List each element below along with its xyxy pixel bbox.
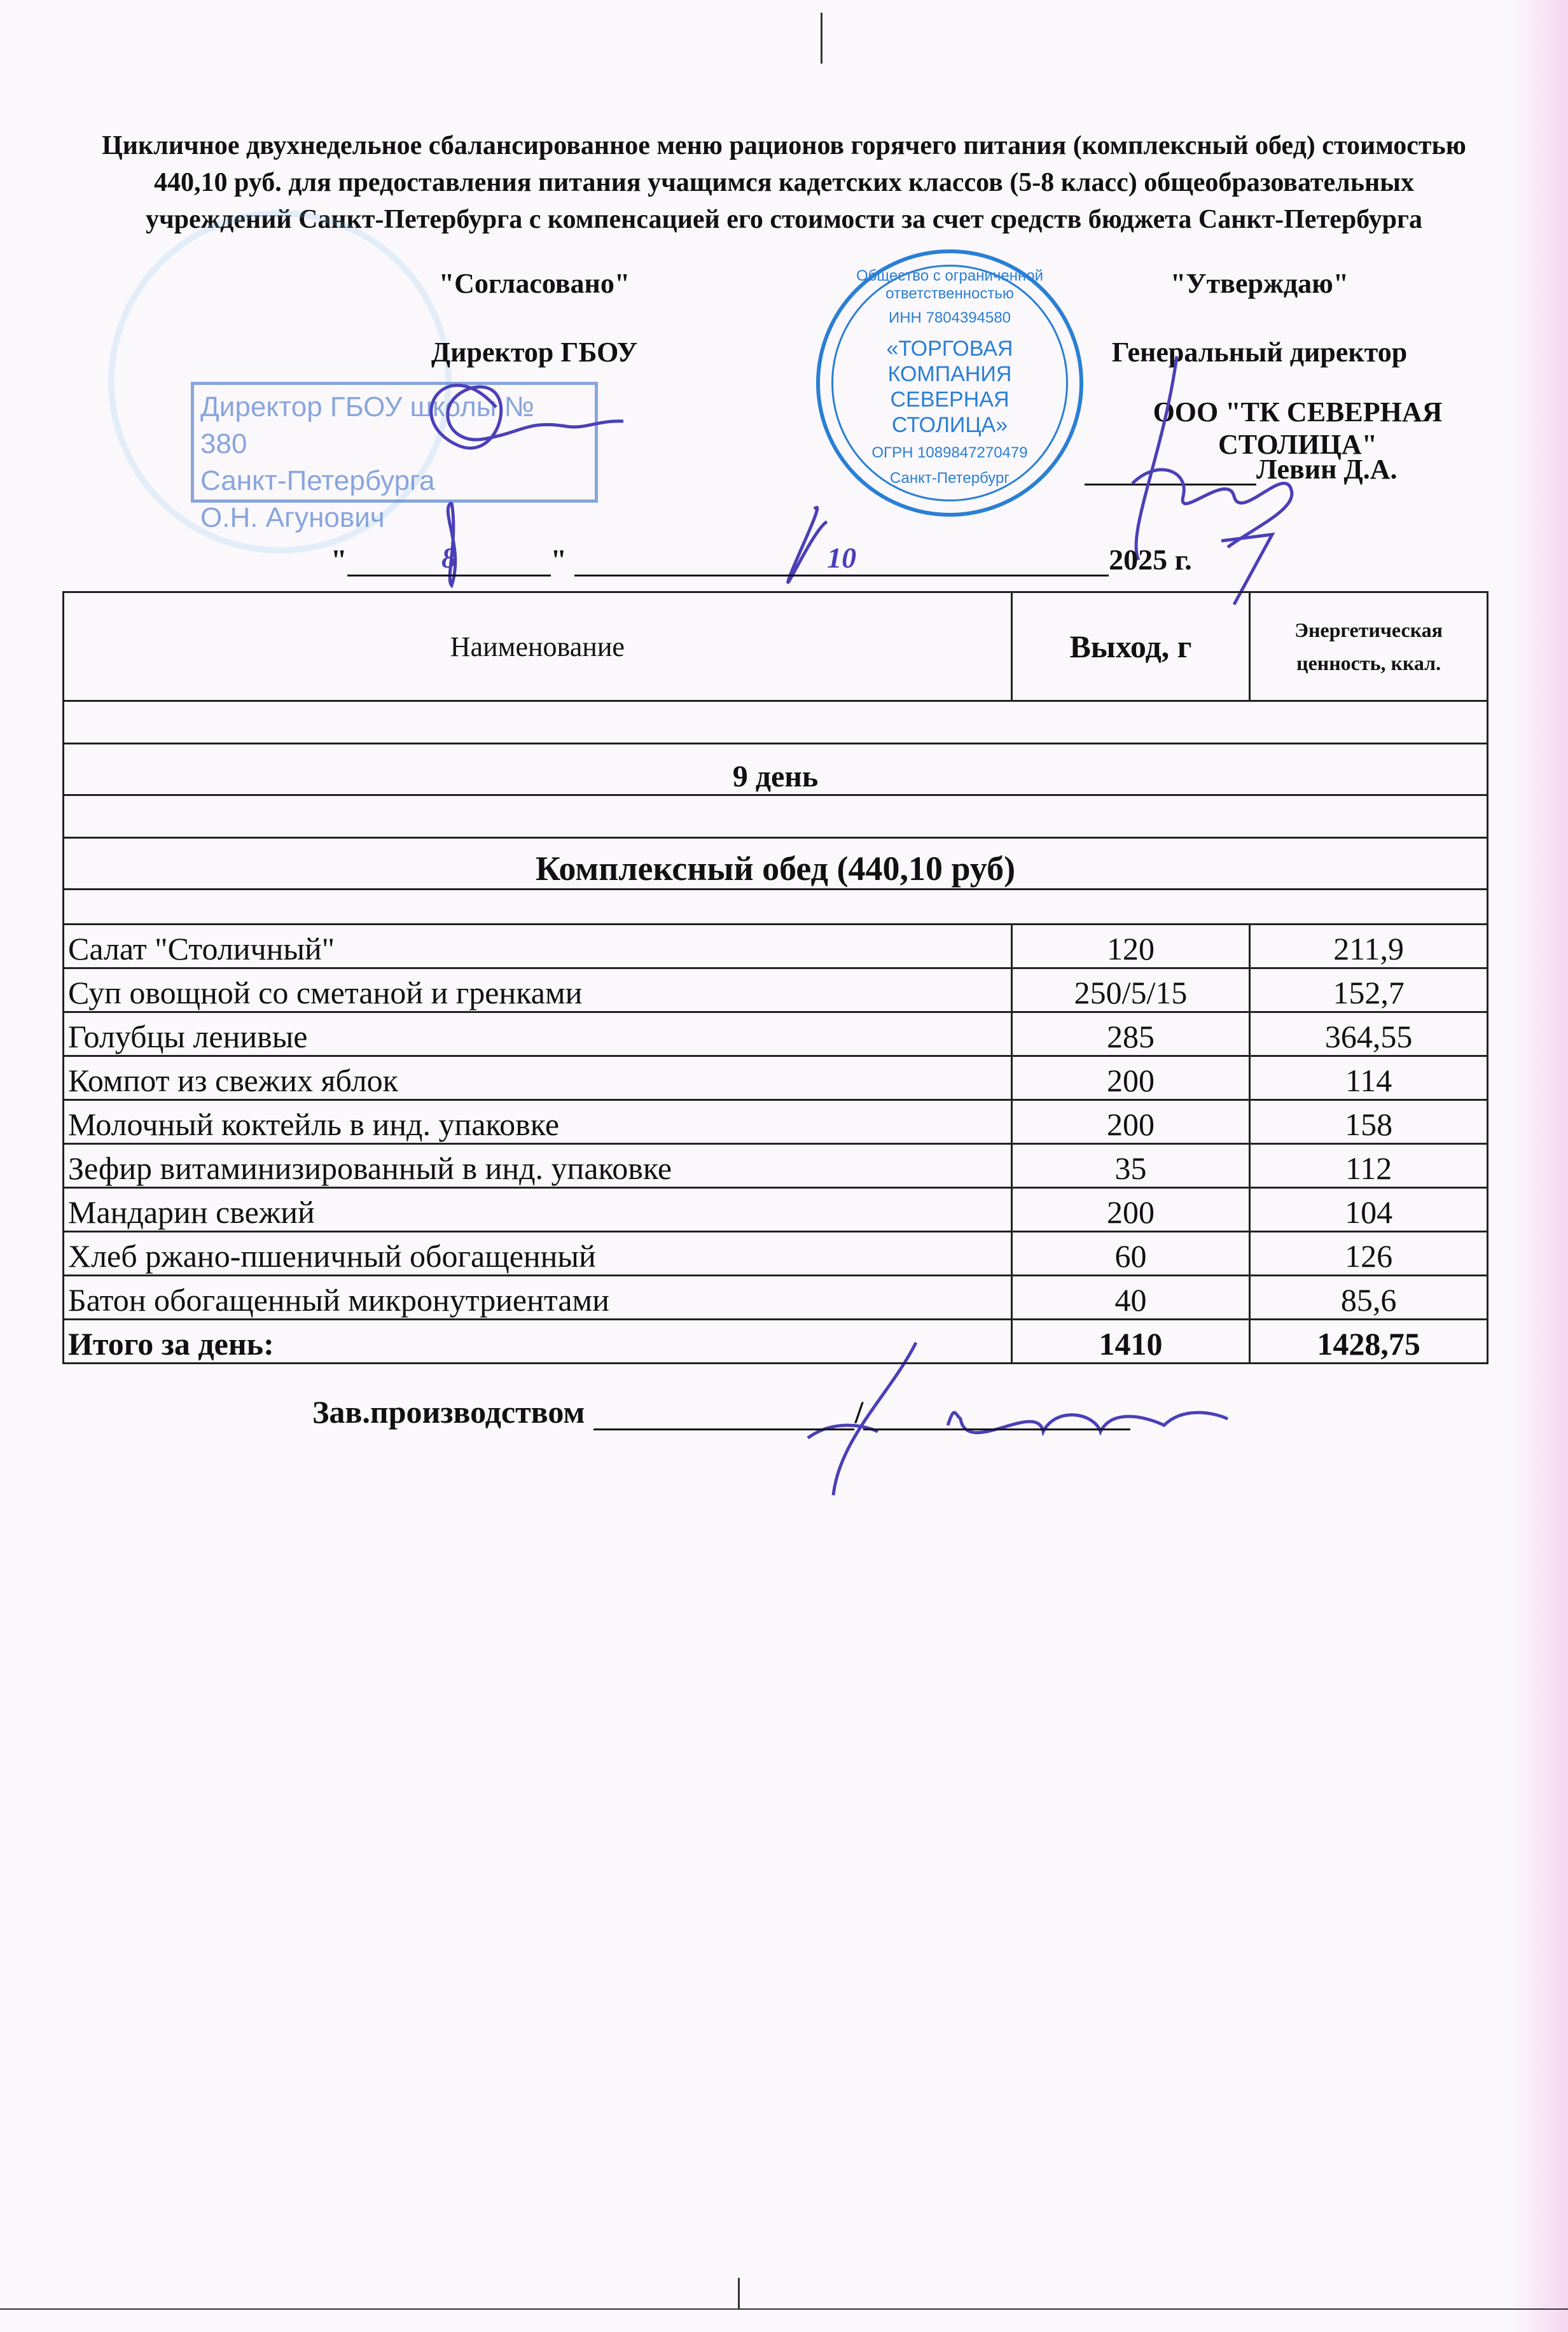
item-name: Компот из свежих яблок [64,1056,1012,1100]
table-row [64,1056,1488,1100]
signer-name: Левин Д.А. [1256,454,1398,485]
item-yield: 120 [1011,925,1250,968]
meal-label: Комплексный обед (440,10 руб) [64,838,1488,890]
item-energy: 158 [1250,1100,1488,1144]
item-name: Хлеб ржано-пшеничный обогащенный [64,1232,1012,1276]
table-row [64,1144,1488,1188]
table-row [64,1188,1488,1232]
approved-label: "Утверждаю" [1170,268,1349,299]
table-row [64,925,1488,968]
signature-line [593,1428,854,1430]
title-line: Цикличное двухнедельное сбалансированное меню рационов горячего питания (комплексный обед) стоимостью [102,131,1466,160]
day-label: 9 день [64,744,1488,795]
table-header-row [64,592,1488,701]
stamp-line: Директор ГБОУ школы № 380 [200,391,534,459]
stamp-line: Санкт-Петербурга [200,465,435,496]
title-line: учреждений Санкт-Петербурга с компенсацией его стоимости за счет средств бюджета Санкт-Петербурга [145,205,1423,234]
slash: / [854,1394,864,1430]
item-yield: 250/5/15 [1011,968,1250,1012]
item-yield: 35 [1011,1144,1250,1188]
quote: " [331,543,347,576]
item-name: Мандарин свежий [64,1188,1012,1232]
item-yield: 40 [1011,1276,1250,1320]
name-line [863,1428,1130,1430]
stamp-name-line: СТОЛИЦА» [891,413,1008,437]
item-name: Батон обогащенный микронутриентами [64,1276,1012,1320]
item-yield: 285 [1011,1012,1250,1056]
company-name: ООО "ТК СЕВЕРНАЯ СТОЛИЦА" [1153,396,1443,460]
empty-row [64,701,1488,744]
item-energy: 211,9 [1250,925,1488,968]
empty-row [64,795,1488,838]
item-name: Зефир витаминизированный в инд. упаковке [64,1144,1012,1188]
item-yield: 60 [1011,1232,1250,1276]
production-manager-label: Зав.производством [312,1394,585,1430]
menu-table [62,591,1488,1364]
stamp-city: Санкт-Петербург [889,470,1010,487]
scan-edge [0,2308,1568,2310]
stamp-name-line: КОМПАНИЯ [887,362,1012,386]
quote: " [550,543,567,576]
table-row [64,1232,1488,1276]
item-energy: 114 [1250,1056,1488,1100]
stamp-name-line: СЕВЕРНАЯ [890,388,1009,412]
total-energy: 1428,75 [1250,1320,1488,1364]
general-director-position: Генеральный директор [1111,337,1408,368]
total-label: Итого за день: [64,1320,1012,1364]
stamp-ring-text: Общество с ограниченной ответственностью [856,267,1043,302]
director-position: Директор ГБОУ [431,337,638,368]
total-row [64,1320,1488,1364]
item-name: Суп овощной со сметаной и гренками [64,968,1012,1012]
item-name: Салат "Столичный" [64,925,1012,968]
item-name: Голубцы ленивые [64,1012,1012,1056]
header-name: Наименование [64,592,1012,701]
item-energy: 112 [1250,1144,1488,1188]
director-signature [431,386,623,449]
header-energy: Энергетическая ценность, ккал. [1250,592,1488,701]
stamp-inn: ИНН 7804394580 [888,309,1011,326]
total-yield: 1410 [1011,1320,1250,1364]
stamp-ogrn: ОГРН 1089847270479 [871,444,1028,461]
production-manager-line [312,1393,1130,1430]
item-yield: 200 [1011,1056,1250,1100]
stamp-line: О.Н. Агунович [200,502,385,533]
table-row [64,1100,1488,1144]
agreed-label: "Согласовано" [438,268,630,299]
table-row [64,1276,1488,1320]
table-row [64,1012,1488,1056]
item-energy: 152,7 [1250,968,1488,1012]
empty-row [64,890,1488,925]
item-energy: 126 [1250,1232,1488,1276]
date-year: 2025 г. [1109,543,1192,576]
stamp-name-line: «ТОРГОВАЯ [886,337,1013,361]
header-yield: Выход, г [1011,592,1250,701]
date-month: 10 [574,541,1109,576]
item-energy: 85,6 [1250,1276,1488,1320]
scan-mark [738,2278,740,2310]
item-yield: 200 [1011,1188,1250,1232]
item-name: Молочный коктейль в инд. упаковке [64,1100,1012,1144]
title-line: 440,10 руб. для предоставления питания учащимся кадетских классов (5-8 класс) общеобразовательных [154,168,1414,197]
date-line [331,541,1192,576]
item-energy: 364,55 [1250,1012,1488,1056]
item-energy: 104 [1250,1188,1488,1232]
date-day: 8 [347,541,551,576]
table-row [64,968,1488,1012]
item-yield: 200 [1011,1100,1250,1144]
